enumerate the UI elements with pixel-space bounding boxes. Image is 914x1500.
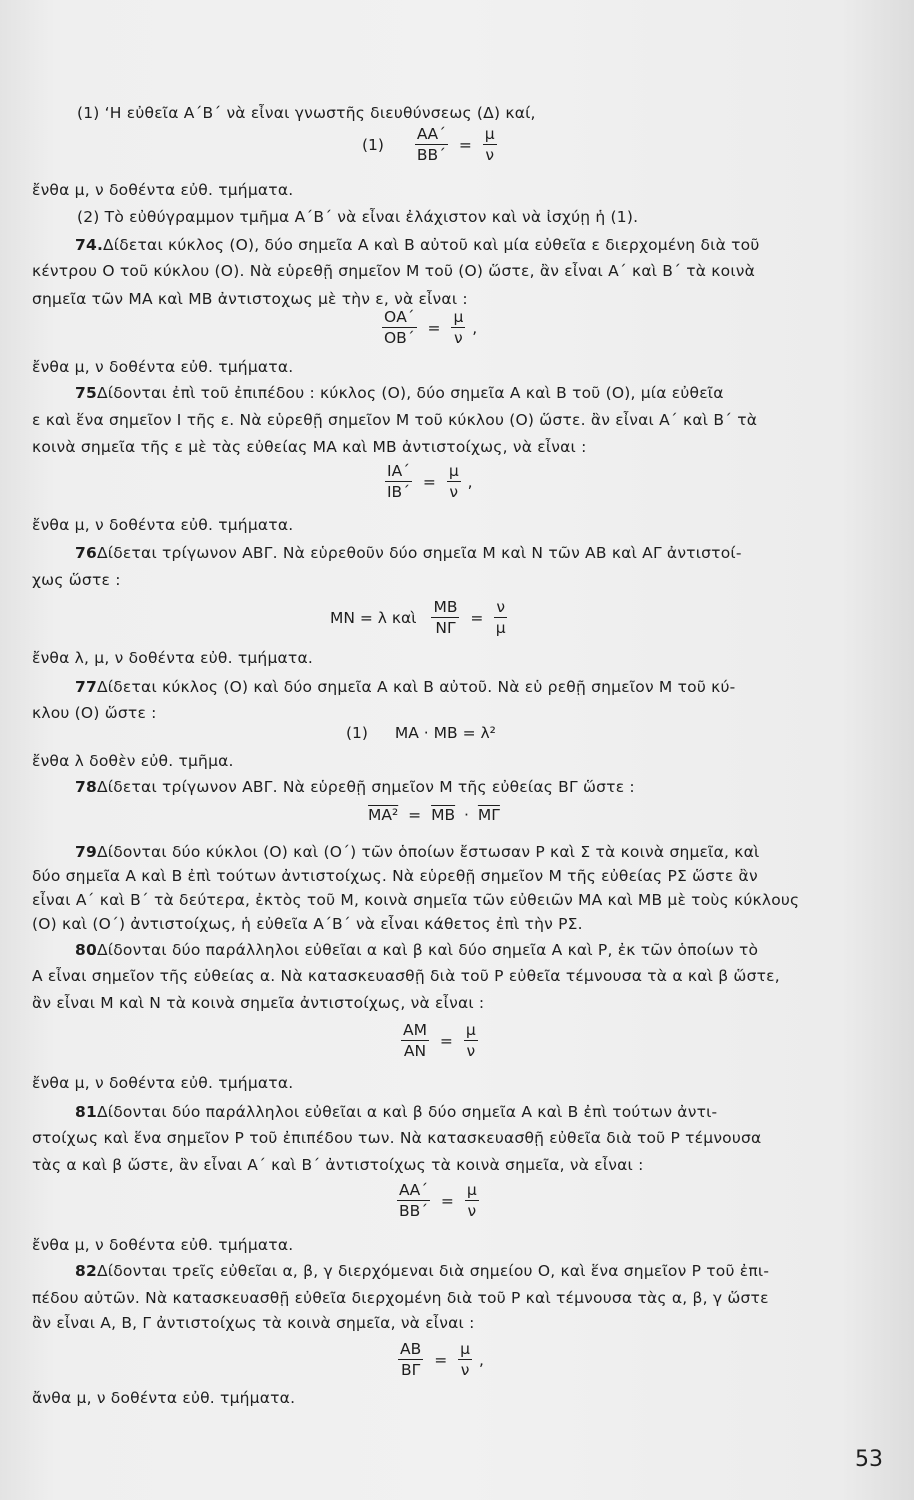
text-line: Δίδονται δύο κύκλοι (Ο) καὶ (Ο΄) τῶν ὁποίων ἔστωσαν Ρ καὶ Σ τὰ κοινὰ σημεῖα, καὶ (97, 843, 760, 861)
page-number: 53 (855, 1447, 883, 1472)
text-line: εἶναι Α΄ καὶ Β΄ τὰ δεύτερα, ἐκτὸς τοῦ Μ, κοινὰ σημεῖα τῶν εὐθειῶν ΜΑ καὶ ΜΒ μὲ τοὺς κύκλους (32, 891, 800, 909)
text-line: πέδου αὐτῶν. Νὰ κατασκευασθῇ εὐθεῖα διερχομένη διὰ τοῦ Ρ καὶ τέμνουσα τὰς α, β, γ ὥστε (32, 1289, 769, 1307)
text-line: κοινὰ σημεῖα τῆς ε μὲ τὰς εὐθείας ΜΑ καὶ ΜΒ ἀντιστοίχως, νὰ εἶναι : (32, 438, 587, 456)
exercise-number: 81 (75, 1103, 97, 1121)
exercise-number: 79 (75, 843, 97, 861)
text-line: (2) Τὸ εὐθύγραμμον τμῆμα Α΄Β΄ νὰ εἶναι ἐλάχιστον καὶ νὰ ἰσχύῃ ἡ (1). (77, 208, 639, 226)
text-line: ἔνθα μ, ν δοθέντα εὐθ. τμήματα. (32, 358, 294, 376)
formula-75: $\frac{IA΄}{IB΄}$ = $\frac{\mu}{\nu}$ , (386, 462, 473, 501)
text-line: Δίδονται τρεῖς εὐθεῖαι α, β, γ διερχόμεναι διὰ σημείου Ο, καὶ ἕνα σημεῖον Ρ τοῦ ἐπι- (97, 1262, 770, 1280)
formula-80: $\frac{AM}{AN}$ = $\frac{\mu}{\nu}$ (403, 1021, 476, 1060)
text-line: ε καὶ ἕνα σημεῖον Ι τῆς ε. Νὰ εὑρεθῇ σημεῖον Μ τοῦ κύκλου (Ο) ὥστε. ἂν εἶναι Α΄ καὶ Β΄ τὰ (32, 411, 758, 429)
text-line: (1) ‘Η εὐθεῖα Α΄Β΄ νὰ εἶναι γνωστῆς διευθύνσεως (Δ) καί, (77, 104, 536, 122)
text-line: (Ο) καὶ (Ο΄) ἀντιστοίχως, ἡ εὐθεῖα Α΄Β΄ νὰ εἶναι κάθετος ἐπὶ τὴν ΡΣ. (32, 915, 583, 933)
text-line: ἔνθα μ, ν δοθέντα εὐθ. τμήματα. (32, 181, 294, 199)
text-line: Δίδονται δύο παράλληλοι εὐθεῖαι α καὶ β δύο σημεῖα Α καὶ Β ἐπὶ τούτων ἀντι- (97, 1103, 718, 1121)
text-line: ἂν εἶναι Α, Β, Γ ἀντιστοίχως τὰ κοινὰ σημεῖα, νὰ εἶναι : (32, 1314, 475, 1332)
text-line: Δίδεται τρίγωνον ΑΒΓ. Νὰ εὑρεθῇ σημεῖον Μ τῆς εὐθείας ΒΓ ὥστε : (97, 778, 635, 796)
formula-81: $\frac{AA΄}{BB΄}$ = $\frac{\mu}{\nu}$ (398, 1181, 477, 1220)
text-line: Δίδονται ἐπὶ τοῦ ἐπιπέδου : κύκλος (Ο), δύο σημεῖα Α καὶ Β τοῦ (Ο), μία εὐθεῖα (97, 384, 724, 402)
exercise-number: 80 (75, 941, 97, 959)
exercise-number: 82 (75, 1262, 97, 1280)
formula-78: $MA^2 = \overline{MB} \cdot \overline{M\Gamma}$ (368, 806, 500, 824)
text-line: Δίδονται δύο παράλληλοι εὐθεῖαι α καὶ β καὶ δύο σημεῖα Α καὶ Ρ, ἐκ τῶν ὁποίων τὸ (97, 941, 759, 959)
exercise-number: 76 (75, 544, 97, 562)
text-line: Δίδεται κύκλος (Ο), δύο σημεῖα Α καὶ Β αὐτοῦ καὶ μία εὐθεῖα ε διερχομένη διὰ τοῦ (103, 236, 760, 254)
text-line: σημεῖα τῶν ΜΑ καὶ ΜΒ ἀντιστοχως μὲ τὴν ε, νὰ εἶναι : (32, 290, 468, 308)
text-line: κέντρου Ο τοῦ κύκλου (Ο). Νὰ εὑρεθῇ σημεῖον Μ τοῦ (Ο) ὥστε, ἂν εἶναι Α΄ καὶ Β΄ τὰ κοινὰ (32, 262, 756, 280)
text-line: ἔνθα μ, ν δοθέντα εὐθ. τμήματα. (32, 1074, 294, 1092)
exercise-number: 78 (75, 778, 97, 796)
formula-77: (1) ΜΑ · ΜΒ = λ² (346, 724, 496, 742)
exercise-number: 77 (75, 678, 97, 696)
text-line: Α εἶναι σημεῖον τῆς εὐθείας α. Νὰ κατασκευασθῇ διὰ τοῦ Ρ εὐθεῖα τέμνουσα τὰ α καὶ β ὥστε, (32, 967, 780, 985)
text-line: Δίδεται κύκλος (Ο) καὶ δύο σημεῖα Α καὶ Β αὐτοῦ. Νὰ εὑ ρεθῇ σημεῖον Μ τοῦ κύ- (97, 678, 736, 696)
text-line: κλου (Ο) ὥστε : (32, 704, 157, 722)
text-line: δύο σημεῖα Α καὶ Β ἐπὶ τούτων ἀντιστοίχως. Νὰ εὑρεθῇ σημεῖον Μ τῆς εὐθείας ΡΣ ὥστε ἂν (32, 867, 758, 885)
text-line: τὰς α καὶ β ὥστε, ἂν εἶναι Α΄ καὶ Β΄ ἀντιστοίχως τὰ κοινὰ σημεῖα, νὰ εἶναι : (32, 1156, 644, 1174)
exercise-number: 74. (75, 236, 104, 254)
formula-74: $\frac{OA΄}{OB΄}$ = $\frac{\mu}{\nu}$ , (383, 308, 478, 347)
formula-82: $\frac{AB}{B\Gamma}$ = $\frac{\mu}{\nu}$ , (400, 1340, 484, 1379)
text-line: ἔνθα λ, μ, ν δοθέντα εὐθ. τμήματα. (32, 649, 314, 667)
text-line: ἄνθα μ, ν δοθέντα εὐθ. τμήματα. (32, 1389, 296, 1407)
text-line: Δίδεται τρίγωνον ΑΒΓ. Νὰ εὑρεθοῦν δύο σημεῖα Μ καὶ Ν τῶν ΑΒ καὶ ΑΓ ἀντιστοί- (97, 544, 742, 562)
text-line: ἔνθα μ, ν δοθέντα εὐθ. τμήματα. (32, 516, 294, 534)
exercise-number: 75 (75, 384, 97, 402)
text-line: ἂν εἶναι Μ καὶ Ν τὰ κοινὰ σημεῖα ἀντιστοίχως, νὰ εἶναι : (32, 994, 485, 1012)
text-line: χως ὥστε : (32, 571, 121, 589)
formula-76: ΜΝ = λ καὶ $\frac{MB}{N\Gamma}$ = $\frac{\nu}{\mu}$ (330, 598, 506, 637)
text-line: ἔνθα μ, ν δοθέντα εὐθ. τμήματα. (32, 1236, 294, 1254)
text-line: ἔνθα λ δοθὲν εὐθ. τμῆμα. (32, 752, 234, 770)
formula-1: (1) $\frac{AA΄}{BB΄}$ = $\frac{\mu}{\nu}$ (362, 125, 495, 164)
text-line: στοίχως καὶ ἕνα σημεῖον Ρ τοῦ ἐπιπέδου των. Νὰ κατασκευασθῇ εὐθεῖα διὰ τοῦ Ρ τέμνουσα (32, 1129, 762, 1147)
